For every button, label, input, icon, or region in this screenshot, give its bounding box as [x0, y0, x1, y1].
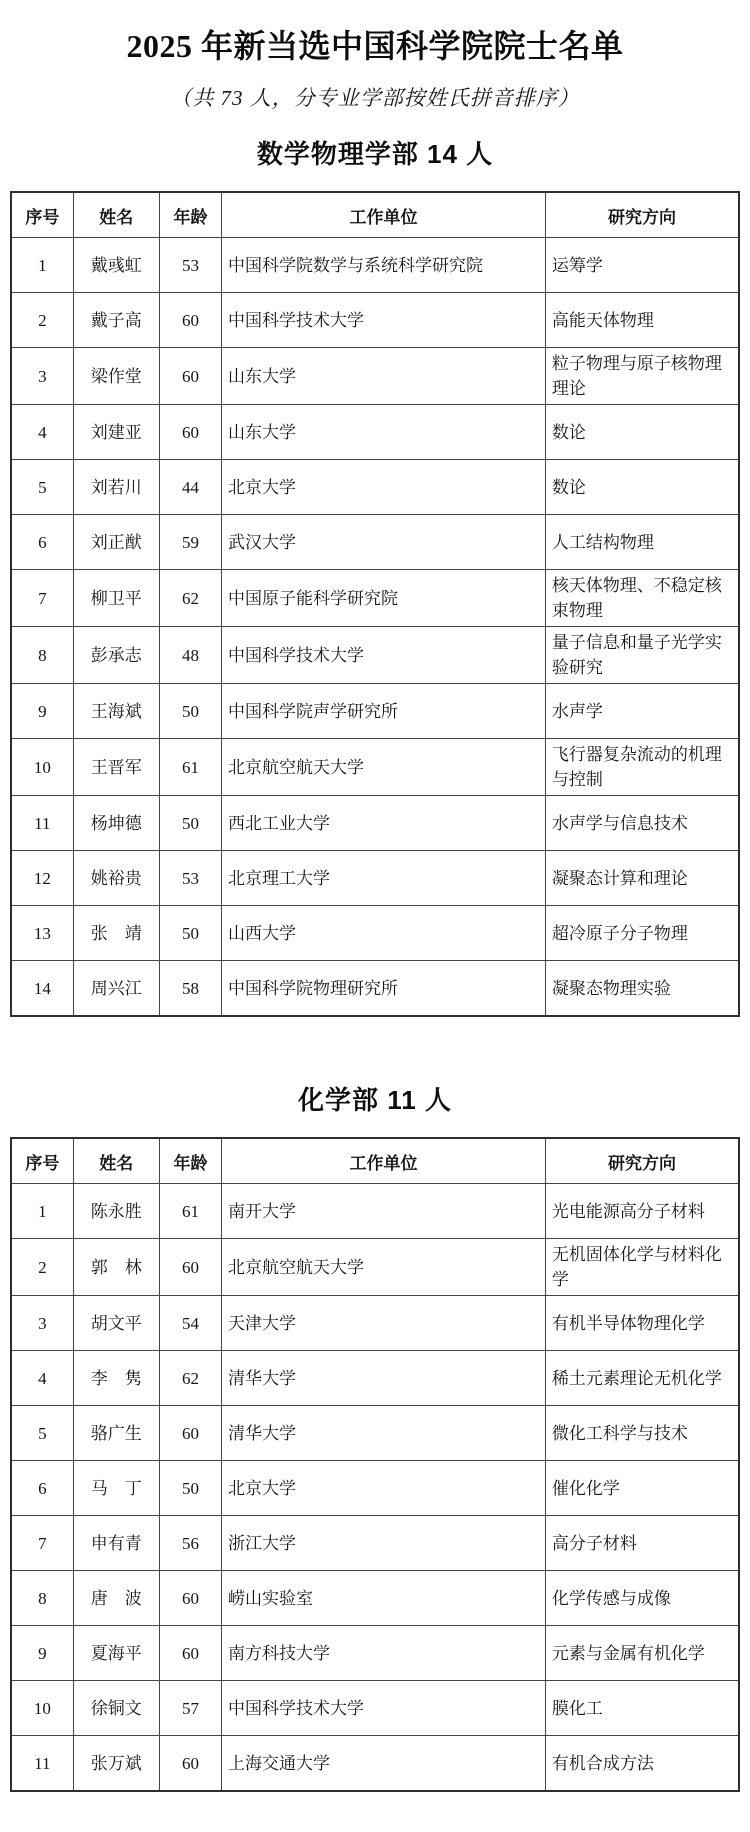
section-chemistry: [10, 1083, 740, 1792]
cell-age: 59: [159, 515, 221, 570]
cell-field: 粒子物理与原子核物理理论: [545, 348, 739, 405]
cell-field: 催化化学: [545, 1461, 739, 1516]
cell-field: 水声学与信息技术: [545, 796, 739, 851]
cell-age: 48: [159, 627, 221, 684]
column-header-field: 研究方向: [545, 1138, 739, 1184]
cell-no: 5: [11, 1406, 73, 1461]
table-body: [11, 238, 739, 1017]
table-row: [11, 1736, 739, 1792]
cell-name: 申有青: [73, 1516, 159, 1571]
cell-age: 57: [159, 1681, 221, 1736]
cell-org: 武汉大学: [222, 515, 546, 570]
cell-no: 3: [11, 348, 73, 405]
cell-no: 6: [11, 1461, 73, 1516]
cell-org: 清华大学: [222, 1351, 546, 1406]
table-row: [11, 1406, 739, 1461]
cell-org: 中国科学院声学研究所: [222, 684, 546, 739]
cell-name: 张 靖: [73, 906, 159, 961]
cell-org: 北京航空航天大学: [222, 739, 546, 796]
cell-no: 1: [11, 238, 73, 293]
cell-org: 中国科学技术大学: [222, 293, 546, 348]
cell-field: 人工结构物理: [545, 515, 739, 570]
cell-no: 2: [11, 293, 73, 348]
cell-field: 数论: [545, 460, 739, 515]
section-heading-math-physics: 数学物理学部 14 人: [256, 139, 494, 170]
table-row: [11, 796, 739, 851]
cell-name: 柳卫平: [73, 570, 159, 627]
cell-age: 50: [159, 684, 221, 739]
cell-no: 7: [11, 1516, 73, 1571]
cell-name: 李 隽: [73, 1351, 159, 1406]
cell-name: 夏海平: [73, 1626, 159, 1681]
table-row: [11, 293, 739, 348]
cell-field: 核天体物理、不稳定核束物理: [545, 570, 739, 627]
table-row: [11, 570, 739, 627]
cell-org: 南开大学: [222, 1184, 546, 1239]
table-row: [11, 515, 739, 570]
column-header-age: 年龄: [159, 192, 221, 238]
cell-age: 53: [159, 238, 221, 293]
cell-no: 10: [11, 1681, 73, 1736]
cell-age: 62: [159, 1351, 221, 1406]
cell-name: 周兴江: [73, 961, 159, 1017]
cell-name: 戴子高: [73, 293, 159, 348]
cell-field: 有机合成方法: [545, 1736, 739, 1792]
table-row: [11, 684, 739, 739]
cell-org: 北京大学: [222, 1461, 546, 1516]
cell-age: 60: [159, 1736, 221, 1792]
cell-no: 12: [11, 851, 73, 906]
cell-age: 60: [159, 1406, 221, 1461]
cell-org: 中国科学院数学与系统科学研究院: [222, 238, 546, 293]
cell-field: 凝聚态计算和理论: [545, 851, 739, 906]
section-heading-chemistry: 化学部 11 人: [298, 1085, 452, 1116]
cell-name: 彭承志: [73, 627, 159, 684]
cell-no: 8: [11, 1571, 73, 1626]
column-header-age: 年龄: [159, 1138, 221, 1184]
cell-field: 膜化工: [545, 1681, 739, 1736]
table-row: [11, 906, 739, 961]
cell-age: 60: [159, 1626, 221, 1681]
cell-name: 陈永胜: [73, 1184, 159, 1239]
column-header-org: 工作单位: [222, 1138, 546, 1184]
column-header-org: 工作单位: [222, 192, 546, 238]
cell-org: 中国科学技术大学: [222, 627, 546, 684]
column-header-no: 序号: [11, 1138, 73, 1184]
cell-org: 中国科学技术大学: [222, 1681, 546, 1736]
table-row: [11, 851, 739, 906]
cell-org: 北京大学: [222, 460, 546, 515]
table-row: [11, 238, 739, 293]
cell-name: 骆广生: [73, 1406, 159, 1461]
table-row: [11, 460, 739, 515]
cell-name: 刘建亚: [73, 405, 159, 460]
cell-field: 量子信息和量子光学实验研究: [545, 627, 739, 684]
table-body: [11, 1184, 739, 1792]
cell-name: 杨坤德: [73, 796, 159, 851]
math-physics-table: [10, 191, 740, 1017]
cell-age: 56: [159, 1516, 221, 1571]
cell-field: 运筹学: [545, 238, 739, 293]
cell-no: 2: [11, 1239, 73, 1296]
table-row: [11, 1681, 739, 1736]
cell-no: 11: [11, 1736, 73, 1792]
cell-no: 1: [11, 1184, 73, 1239]
cell-age: 60: [159, 1239, 221, 1296]
cell-name: 姚裕贵: [73, 851, 159, 906]
cell-no: 4: [11, 405, 73, 460]
table-header: [11, 1138, 739, 1184]
table-header-row: [11, 192, 739, 238]
cell-field: 超冷原子分子物理: [545, 906, 739, 961]
cell-age: 54: [159, 1296, 221, 1351]
cell-field: 无机固体化学与材料化学: [545, 1239, 739, 1296]
table-row: [11, 348, 739, 405]
cell-age: 60: [159, 405, 221, 460]
cell-field: 光电能源高分子材料: [545, 1184, 739, 1239]
page-title: 2025 年新当选中国科学院院士名单: [126, 28, 624, 64]
cell-name: 郭 林: [73, 1239, 159, 1296]
cell-no: 9: [11, 1626, 73, 1681]
cell-org: 上海交通大学: [222, 1736, 546, 1792]
cell-age: 53: [159, 851, 221, 906]
column-header-field: 研究方向: [545, 192, 739, 238]
cell-org: 南方科技大学: [222, 1626, 546, 1681]
cell-no: 13: [11, 906, 73, 961]
cell-org: 山东大学: [222, 348, 546, 405]
column-header-name: 姓名: [73, 1138, 159, 1184]
cell-org: 山西大学: [222, 906, 546, 961]
page-subtitle: （共 73 人，分专业学部按姓氏拼音排序）: [170, 85, 580, 110]
table-row: [11, 1626, 739, 1681]
table-row: [11, 627, 739, 684]
table-row: [11, 1351, 739, 1406]
cell-age: 61: [159, 1184, 221, 1239]
cell-field: 有机半导体物理化学: [545, 1296, 739, 1351]
cell-field: 凝聚态物理实验: [545, 961, 739, 1017]
table-row: [11, 1184, 739, 1239]
cell-no: 6: [11, 515, 73, 570]
cell-no: 4: [11, 1351, 73, 1406]
cell-org: 北京航空航天大学: [222, 1239, 546, 1296]
cell-age: 61: [159, 739, 221, 796]
table-row: [11, 1296, 739, 1351]
cell-field: 飞行器复杂流动的机理与控制: [545, 739, 739, 796]
table-header: [11, 192, 739, 238]
cell-field: 微化工科学与技术: [545, 1406, 739, 1461]
cell-org: 天津大学: [222, 1296, 546, 1351]
cell-no: 8: [11, 627, 73, 684]
cell-org: 中国原子能科学研究院: [222, 570, 546, 627]
cell-name: 张万斌: [73, 1736, 159, 1792]
column-header-no: 序号: [11, 192, 73, 238]
table-row: [11, 1461, 739, 1516]
table-row: [11, 961, 739, 1017]
cell-field: 高能天体物理: [545, 293, 739, 348]
cell-age: 50: [159, 796, 221, 851]
cell-age: 60: [159, 293, 221, 348]
cell-name: 梁作堂: [73, 348, 159, 405]
chemistry-table: [10, 1137, 740, 1792]
cell-age: 60: [159, 348, 221, 405]
cell-name: 徐铜文: [73, 1681, 159, 1736]
table-row: [11, 1239, 739, 1296]
cell-org: 崂山实验室: [222, 1571, 546, 1626]
cell-field: 化学传感与成像: [545, 1571, 739, 1626]
cell-field: 数论: [545, 405, 739, 460]
section-math-physics: [10, 137, 740, 1017]
table-row: [11, 1571, 739, 1626]
cell-org: 浙江大学: [222, 1516, 546, 1571]
cell-age: 50: [159, 906, 221, 961]
table-row: [11, 739, 739, 796]
cell-name: 马 丁: [73, 1461, 159, 1516]
cell-org: 西北工业大学: [222, 796, 546, 851]
column-header-name: 姓名: [73, 192, 159, 238]
cell-org: 北京理工大学: [222, 851, 546, 906]
table-row: [11, 1516, 739, 1571]
table-header-row: [11, 1138, 739, 1184]
cell-no: 5: [11, 460, 73, 515]
cell-org: 清华大学: [222, 1406, 546, 1461]
cell-age: 62: [159, 570, 221, 627]
cell-age: 50: [159, 1461, 221, 1516]
cell-no: 9: [11, 684, 73, 739]
cell-age: 60: [159, 1571, 221, 1626]
cell-name: 刘若川: [73, 460, 159, 515]
cell-org: 山东大学: [222, 405, 546, 460]
cell-field: 元素与金属有机化学: [545, 1626, 739, 1681]
cell-field: 水声学: [545, 684, 739, 739]
cell-name: 刘正猷: [73, 515, 159, 570]
cell-age: 44: [159, 460, 221, 515]
cell-no: 3: [11, 1296, 73, 1351]
cell-no: 10: [11, 739, 73, 796]
cell-age: 58: [159, 961, 221, 1017]
cell-field: 高分子材料: [545, 1516, 739, 1571]
cell-no: 7: [11, 570, 73, 627]
cell-name: 唐 波: [73, 1571, 159, 1626]
cell-no: 14: [11, 961, 73, 1017]
cell-no: 11: [11, 796, 73, 851]
cell-name: 王海斌: [73, 684, 159, 739]
cell-org: 中国科学院物理研究所: [222, 961, 546, 1017]
cell-field: 稀土元素理论无机化学: [545, 1351, 739, 1406]
cell-name: 戴彧虹: [73, 238, 159, 293]
cell-name: 胡文平: [73, 1296, 159, 1351]
cell-name: 王晋军: [73, 739, 159, 796]
table-row: [11, 405, 739, 460]
